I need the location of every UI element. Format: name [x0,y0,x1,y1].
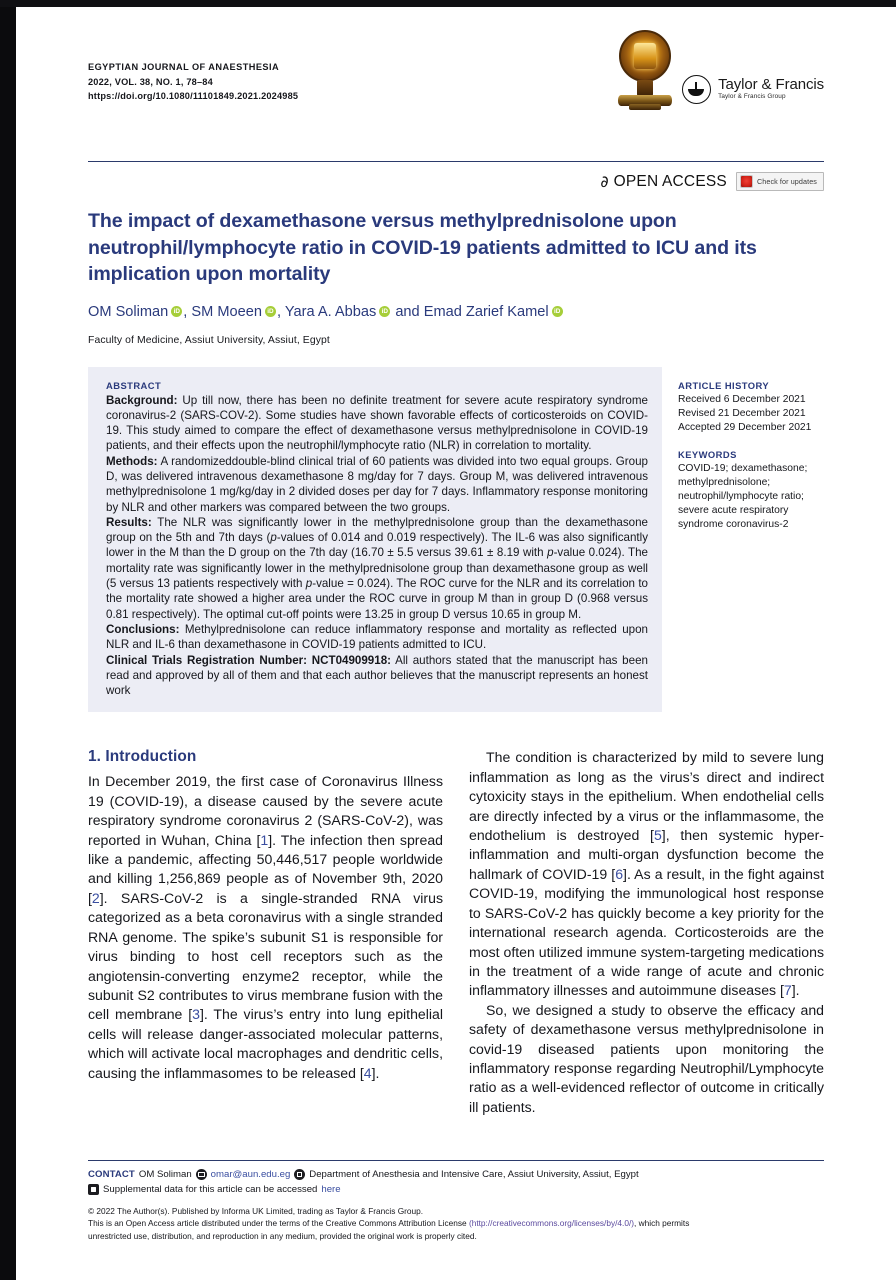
introduction-paragraph: In December 2019, the first case of Coronavirus Illness 19 (COVID-19), a disease caused by the severe acute respiratory syndrome coronavirus 2 (SARS-CoV-2), was reported in Wuhan, China [1]. The infection then spread like a pandemic, affecting 50,446,517 people worldwide and killing 1,256,869 people as of November 9th, 2020 [2]. SARS-CoV-2 is a single-stranded RNA virus categorized as a beta coronavirus with a single stranded RNA genome. The spike’s subunit S1 is responsible for virus binding to host cell receptors such as the angiotensin-converting enzyme2 receptor, while the subunit S2 contributes to virus membrane fusion with the cell membrane [3]. The virus’s entry into lung epithelial cells will release danger-associated molecular patterns, which will activate local macrophages and dendritic cells, causing the inflammasomes to be released [4]. [88,773,444,1081]
abstract-results-pvalue-symbol: p [270,531,277,545]
author-separator: and [391,303,424,320]
license-text: , which permits [634,1218,690,1229]
orcid-icon[interactable] [171,306,182,317]
abstract-results [106,515,648,622]
keyword-line: methylprednisolone; [678,476,771,488]
abstract-results-label: Results: [106,515,152,529]
orcid-icon[interactable] [379,306,390,317]
page-top-edge [0,0,896,7]
article-history-heading: ARTICLE HISTORY [678,379,770,391]
keyword-line: syndrome coronavirus-2 [678,518,789,530]
supplemental-text: Supplemental data for this article can be accessed [103,1184,318,1195]
author-separator: , [183,303,192,320]
publisher-logos [616,30,824,110]
abstract-results-text: The NLR was significantly lower in the methylprednisolone group than the dexamethasone group on the 5th and 7th days ( [106,515,648,545]
abstract-results-pvalue-symbol: p [305,577,313,591]
author-name[interactable]: Emad Zarief Kamel [423,303,549,320]
author-name[interactable]: SM Moeen [191,303,262,320]
history-received: Received 6 December 2021 [678,393,806,405]
page-footer [88,1160,824,1242]
abstract-background-label: Background: [106,393,178,407]
orcid-icon[interactable] [552,306,563,317]
email-icon [196,1169,207,1180]
abstract-section [88,367,824,713]
orcid-icon[interactable] [265,306,276,317]
author-name[interactable]: Yara A. Abbas [284,303,377,320]
history-revised: Revised 21 December 2021 [678,407,806,419]
author-name[interactable]: OM Soliman [88,303,169,320]
journal-volume-line: 2022, VOL. 38, NO. 1, 78–84 [88,76,213,87]
article-title: The impact of dexamethasone versus methylprednisolone upon neutrophil/lymphocyte ratio in COVID-19 patients admitted to ICU and its implication upon mortality [88,210,757,285]
license-url[interactable]: (http://creativecommons.org/licenses/by/4.0/) [468,1218,635,1229]
institution-icon [294,1169,305,1180]
author-separator: , [276,303,285,320]
abstract-methods-text: A randomizeddouble-blind clinical trial of 60 patients was divided into two equal groups. Group D, was delivered intravenous dexamethasone 8 mg/day for 7 days. Group M, was delivered intravenous methylprednisolone 1 mg/kg/day in 2 divided doses per day for 7 days. Inflammatory response monitoring by NLR and other markers was compared between the two groups. [106,454,648,514]
author-affiliation: Faculty of Medicine, Assiut University, Assiut, Egypt [88,334,330,346]
abstract-trial-registration [106,653,648,699]
open-access-badge [600,173,727,191]
page-left-edge [0,0,16,1280]
crossmark-icon [740,175,753,188]
contact-email[interactable]: omar@aun.edu.eg [210,1169,291,1180]
contact-name: OM Soliman [138,1169,192,1180]
taylor-francis-logo [682,75,824,110]
abstract-methods [106,454,648,515]
footer-divider [88,1160,824,1161]
introduction-paragraph: So, we designed a study to observe the efficacy and safety of dexamethasone versus methylprednisolone in covid-19 diseased patients upon monitoring the inflammatory response regarding Neutrophil/Lymphocyte ratio as a well-evidenced reflector of outcome in critically ill patients. [469,1001,824,1115]
article-body [88,748,824,1117]
check-for-updates-label: Check for updates [756,177,817,186]
keywords-heading: KEYWORDS [678,448,737,460]
journal-doi[interactable]: https://doi.org/10.1080/11101849.2021.2024985 [88,91,299,101]
contact-label: CONTACT [88,1169,135,1180]
trial-registration-text: All authors stated that the manuscript has been read and approved by all of them and that each author believes that the manuscript represents an honest work [106,653,648,698]
abstract-conclusions-label: Conclusions: [106,622,180,636]
abstract-background [106,393,648,454]
open-access-label: OPEN ACCESS [613,172,727,190]
abstract-heading: ABSTRACT [106,379,162,391]
access-row [88,171,824,192]
supplemental-line [88,1182,824,1197]
abstract-results-text: -value 0.024). The mortality rate was significantly lower in the methylprednisolone group than dexamethasone group as well (5 versus 13 patients respectively with [106,546,649,591]
history-accepted: Accepted 29 December 2021 [678,421,812,433]
copyright-line: © 2022 The Author(s). Published by Informa UK Limited, trading as Taylor & Francis Group. [88,1206,424,1216]
open-access-lock-icon: ∂ [600,171,609,191]
body-column-right [469,748,824,1117]
body-column-left [88,748,443,1117]
abstract-results-pvalue-symbol: p [547,546,554,560]
document-icon [88,1184,99,1195]
article-sidebar [662,367,824,713]
header-divider [88,161,824,162]
page-header [88,60,824,152]
copyright-block [88,1205,824,1242]
license-line-continued: unrestricted use, distribution, and reproduction in any medium, provided the original work is properly cited. [88,1230,477,1241]
publisher-name: Taylor & Francis [718,76,824,93]
keyword-line: severe acute respiratory [678,504,789,516]
keyword-line: COVID-19; dexamethasone; [678,462,808,474]
abstract-conclusions-text: Methylprednisolone can reduce inflammatory response and mortality as reflected upon NLR and IL-6 than dexamethasone in COVID-19 patients admitted to ICU. [106,622,648,652]
abstract-methods-label: Methods: [106,454,158,468]
contact-address: Department of Anesthesia and Intensive Care, Assiut University, Assiut, Egypt [309,1169,639,1180]
abstract-results-text: -values of 0.014 and 0.019 respectively). The IL-6 was also significantly lower in the M than the D group on the 7th day (16.70 ± 5.5 versus 39.61 ± 8.19 with [106,531,648,560]
contact-line [88,1167,824,1182]
abstract-box [88,367,662,713]
check-for-updates-button[interactable] [736,172,824,191]
publisher-group: Taylor & Francis Group [718,93,786,100]
keyword-line: neutrophil/lymphocyte ratio; [678,490,804,502]
article-page [16,7,896,1280]
taylor-francis-mark-icon [682,75,711,104]
journal-seal-icon [616,30,674,110]
supplemental-link[interactable]: here [321,1184,341,1195]
author-list [88,302,824,322]
trial-registration-label: Clinical Trials Registration Number: NCT04909918: [106,653,392,667]
abstract-background-text: Up till now, there has been no definite treatment for severe acute respiratory syndrome coronavirus-2 (SARS-COV-2). Some studies have shown favorable effects of corticosteroids on COVID-19. This study aimed to compare the effect of dexamethasone versus methylprednisolone in COVID-19 patients, and their effects upon the neutrophil/lymphocyte ratio (NLR) in correlation to mortality. [106,393,648,453]
abstract-conclusions [106,622,648,653]
introduction-paragraph: The condition is characterized by mild to severe lung inflammation as long as the virus’s direct and indirect cytoxicity stays in the epithelium. When endothelial cells are directly infected by a virus or the inflammasome, the endothelium is destroyed [5], then systemic hyper-inflammation and multi-organ dysfunction become the hallmark of COVID-19 [6]. As a result, in the fight against COVID-19, modifying the immunological host response to SARS-CoV-2 has quickly become a key priority for the international research agenda. Corticosteroids are the most often utilized immune system-targeting medications in the treatment of a wide range of acute and chronic inflammatory illnesses and autoimmune diseases [7]. [469,749,824,999]
abstract-results-text: -value = 0.024). The ROC curve for the NLR and its correlation to the mortality rate showed a higher area under the ROC curve in group M than in group D (0.968 versus 0.81 respectively). The optimal cut-off points were 13.25 in group D versus 10.65 in group M. [106,577,648,621]
license-text: This is an Open Access article distributed under the terms of the Creative Commons Attribution License [88,1218,467,1229]
section-heading-introduction: 1. Introduction [88,748,197,766]
license-line [88,1217,824,1229]
journal-name: EGYPTIAN JOURNAL OF ANAESTHESIA [88,62,280,72]
